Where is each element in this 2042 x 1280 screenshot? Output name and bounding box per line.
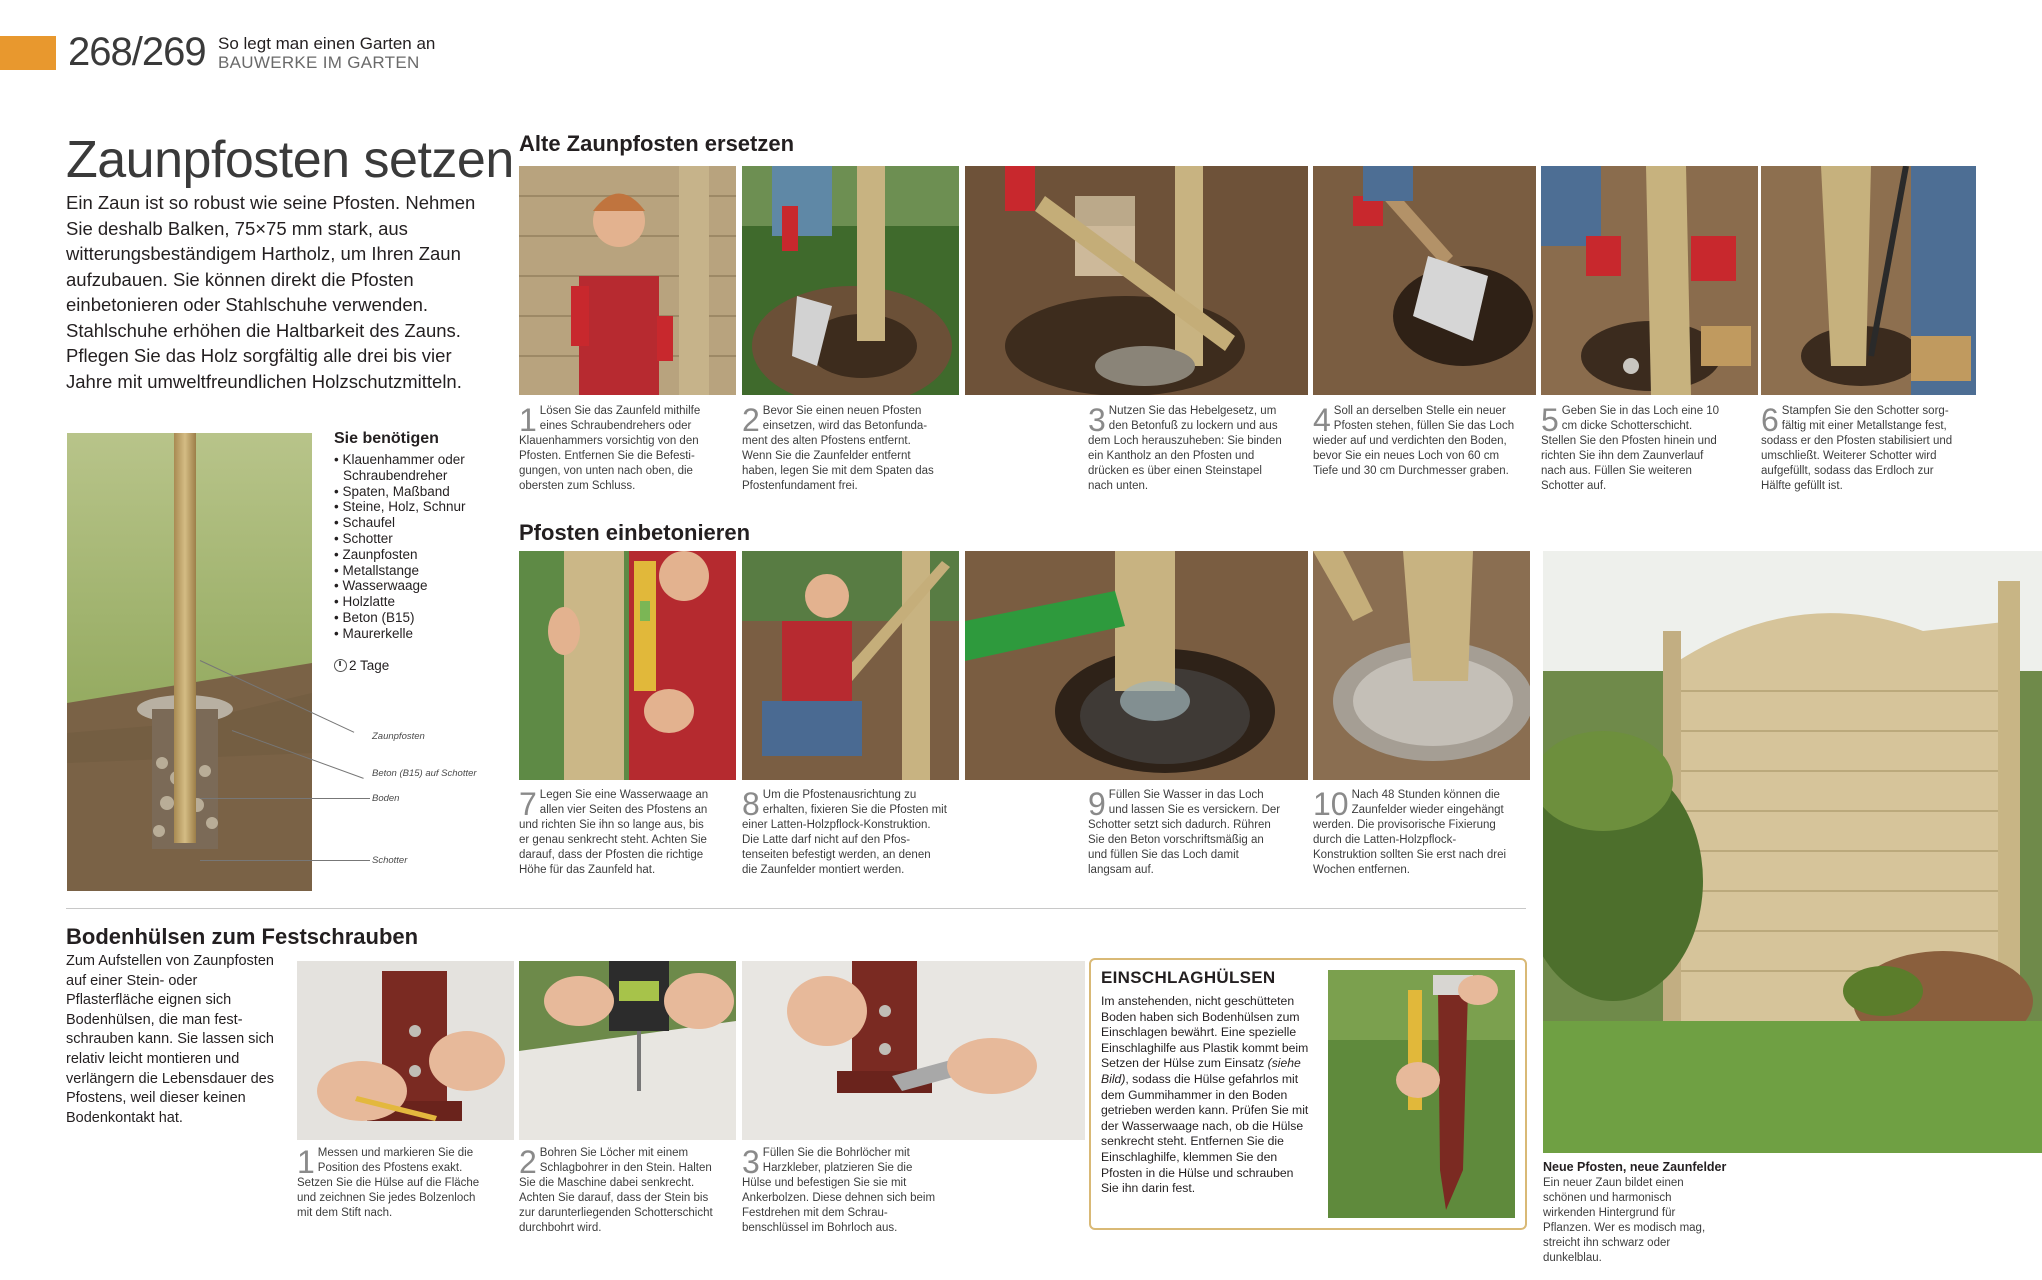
leader-line	[200, 798, 370, 799]
divider	[66, 908, 1526, 909]
step-photo-9	[965, 551, 1308, 780]
step-photo-8	[742, 551, 959, 780]
sleeve-photo-3	[742, 961, 1085, 1140]
list-item: • Beton (B15)	[334, 610, 494, 626]
diagram-label-concrete: Beton (B15) auf Schotter	[372, 768, 477, 779]
step-caption-4: 4 Soll an derselben Stelle ein neuer Pfosten stehen, füllen Sie das Loch wieder auf und verdichten den Boden, bevor Sie ein neues Loch von 60 cm Tiefe und 30 cm Durchmesser graben.	[1313, 402, 1515, 477]
diagram-label-gravel: Schotter	[372, 855, 408, 866]
step-photo-2	[742, 166, 959, 395]
sleeve-caption-1: 1 Messen und markieren Sie die Position des Pfostens exakt. Setzen Sie die Hülse auf die Fläche und zeichnen Sie jedes Bolzenloch mit dem Stift nach.	[297, 1144, 480, 1219]
step-photo-3	[965, 166, 1308, 395]
section-title-replace: Alte Zaunpfosten ersetzen	[519, 131, 795, 156]
header-title: So legt man einen Garten an	[218, 34, 436, 53]
step-caption-10: 10 Nach 48 Stunden können die Zaunfelder wieder eingehängt werden. Die provisorische Fixierung durch die Latten-Holzpflock-Konstruktion sollten Sie erst nach drei Wochen entfernen.	[1313, 786, 1507, 876]
needs-title: Sie benötigen	[334, 430, 439, 447]
duration	[334, 658, 389, 673]
header-subtitle: BAUWERKE IM GARTEN	[218, 53, 420, 72]
fence-photo-caption: Ein neuer Zaun bildet einen schönen und harmonisch wirkenden Hintergrund für Pflanzen. Wer es modisch mag, streicht ihn schwarz oder dunkelblau.	[1543, 1177, 1706, 1264]
clock-icon	[334, 659, 347, 672]
list-item: • Steine, Holz, Schnur	[334, 499, 494, 515]
list-item: • Holzlatte	[334, 594, 494, 610]
needs-list	[334, 452, 494, 642]
leader-line	[200, 860, 370, 861]
step-photo-7	[519, 551, 736, 780]
list-item: • Wasserwaage	[334, 578, 494, 594]
duration-value: 2 Tage	[349, 658, 390, 673]
diagram-label-post: Zaunpfosten	[372, 731, 425, 742]
step-photo-4	[1313, 166, 1536, 395]
list-item: • Klauenhammer oder Schraubendreher	[334, 452, 494, 484]
header-accent-bar	[0, 36, 56, 70]
sleeve-caption-2: 2 Bohren Sie Löcher mit einem Schlagbohrer in den Stein. Halten Sie die Maschine dabei senkrecht. Achten Sie darauf, dass der Stein bis zur darunterliegenden Schotterschicht durchbohrt wird.	[519, 1144, 713, 1234]
list-item: • Maurerkelle	[334, 626, 494, 642]
step-photo-10	[1313, 551, 1530, 780]
fence-photo-title: Neue Pfosten, neue Zaunfelder	[1543, 1160, 1727, 1174]
list-item: • Metallstange	[334, 563, 494, 579]
section-title-concrete: Pfosten einbetonieren	[519, 520, 751, 545]
sleeves-intro: Zum Aufstellen von Zaunpfosten auf einer Stein- oder Pflasterfläche eignen sich Bodenhülsen, die man festschrauben kann. Sie lassen sich relativ leicht montieren und verlängern die Lebensdauer des Pfostens, weil dieser keinen Bodenkontakt hat.	[66, 953, 274, 1126]
diagram-label-soil: Boden	[372, 793, 400, 804]
step-caption-7: 7 Legen Sie eine Wasserwaage an allen vier Seiten des Pfostens an und richten Sie ihn so lange aus, bis er genau senkrecht steht. Achten Sie darauf, dass der Pfosten die richtige Höhe für das Zaunfeld hat.	[519, 786, 709, 876]
step-caption-5: 5 Geben Sie in das Loch eine 10 cm dicke Schotterschicht. Stellen Sie den Pfosten hinein und richten Sie ihn dem Zaunverlauf nach aus. Füllen Sie weiteren Schotter auf.	[1541, 402, 1720, 492]
sleeve-photo-2	[519, 961, 736, 1140]
page-numbers: 268/269	[68, 30, 206, 74]
intro-text: Ein Zaun ist so robust wie seine Pfosten. Nehmen Sie deshalb Balken, 75×75 mm stark, aus witterungsbeständigem Hartholz, um Ihren Zaun aufzubauen. Sie können direkt die Pfosten einbetonieren oder Stahlschuhe verwenden. Stahlschuhe erhöhen die Haltbarkeit des Zauns. Pflegen Sie das Holz sorgfältig alle drei bis vier Jahre mit umweltfreundlichen Holzschutzmitteln.	[66, 192, 476, 392]
fence-photo	[1543, 551, 2042, 1153]
list-item: • Schotter	[334, 531, 494, 547]
step-photo-5	[1541, 166, 1758, 395]
post-cross-section-diagram	[67, 433, 312, 891]
step-caption-1: 1 Lösen Sie das Zaunfeld mithilfe eines Schraubendrehers oder Klauenhammers vorsichtig von den Pfosten. Entfernen Sie die Befestigungen, von unten nach oben, die obersten zum Schluss.	[519, 402, 701, 492]
sleeve-photo-1	[297, 961, 514, 1140]
infobox-title: EINSCHLAGHÜLSEN	[1101, 968, 1276, 987]
step-caption-3: 3 Nutzen Sie das Hebelgesetz, um den Betonfuß zu lockern und aus dem Loch herauszuheben: Sie binden ein Kantholz an den Pfosten und drücken es über einen Steinstapel nach unten.	[1088, 402, 1282, 492]
section-title-sleeves: Bodenhülsen zum Festschrauben	[66, 924, 419, 949]
page-title: Zaunpfosten setzen	[66, 131, 514, 189]
list-item: • Spaten, Maßband	[334, 484, 494, 500]
step-photo-6	[1761, 166, 1976, 395]
infobox-text: Im anstehenden, nicht geschütteten Boden haben sich Bodenhülsen zum Einschlagen bewährt. Eine spezielle Einschlaghilfe aus Plastik kommt beim Setzen der Hülse zum Einsatz (siehe Bild), sodass die Hülse gefahrlos mit dem Gummihammer in den Boden getrieben werden kann. Prüfen Sie mit der Wasserwaage nach, ob die Hülse senkrecht steht. Entfernen Sie die Einschlaghilfe, klemmen Sie den Pfosten in die Hülse und schrauben Sie ihn darin fest.	[1101, 994, 1309, 1196]
step-caption-8: 8 Um die Pfostenausrichtung zu erhalten, fixieren Sie die Pfosten mit einer Latten-Holzpflock-Konstruktion. Die Latte darf nicht auf den Pfostenseiten befestigt werden, an denen die Zaunfelder montiert werden.	[742, 786, 947, 876]
step-caption-6: 6 Stampfen Sie den Schotter sorgfältig mit einer Metallstange fest, sodass er den Pfosten stabilisiert und umschließt. Weiterer Schotter wird aufgefüllt, sodass das Erdloch zur Hälfte gefüllt ist.	[1761, 402, 1953, 492]
sleeve-caption-3: 3 Füllen Sie die Bohrlöcher mit Harzkleber, platzieren Sie die Hülse und befestigen Sie sie mit Ankerbolzen. Diese dehnen sich beim Festdrehen mit dem Schraubenschlüssel im Bohrloch aus.	[742, 1144, 936, 1234]
list-item: • Zaunpfosten	[334, 547, 494, 563]
step-caption-9: 9 Füllen Sie Wasser in das Loch und lassen Sie es versickern. Der Schotter setzt sich dadurch. Rühren Sie den Beton vorschriftsmäßig an und füllen Sie das Loch damit langsam auf.	[1088, 786, 1281, 876]
infobox-photo	[1328, 970, 1515, 1218]
list-item: • Schaufel	[334, 515, 494, 531]
step-photo-1	[519, 166, 736, 395]
step-caption-2: 2 Bevor Sie einen neuen Pfosten einsetzen, wird das Betonfundament des alten Pfostens entfernt. Wenn Sie die Zaunfelder entfernt haben, legen Sie mit dem Spaten das Pfostenfundament frei.	[742, 402, 934, 492]
